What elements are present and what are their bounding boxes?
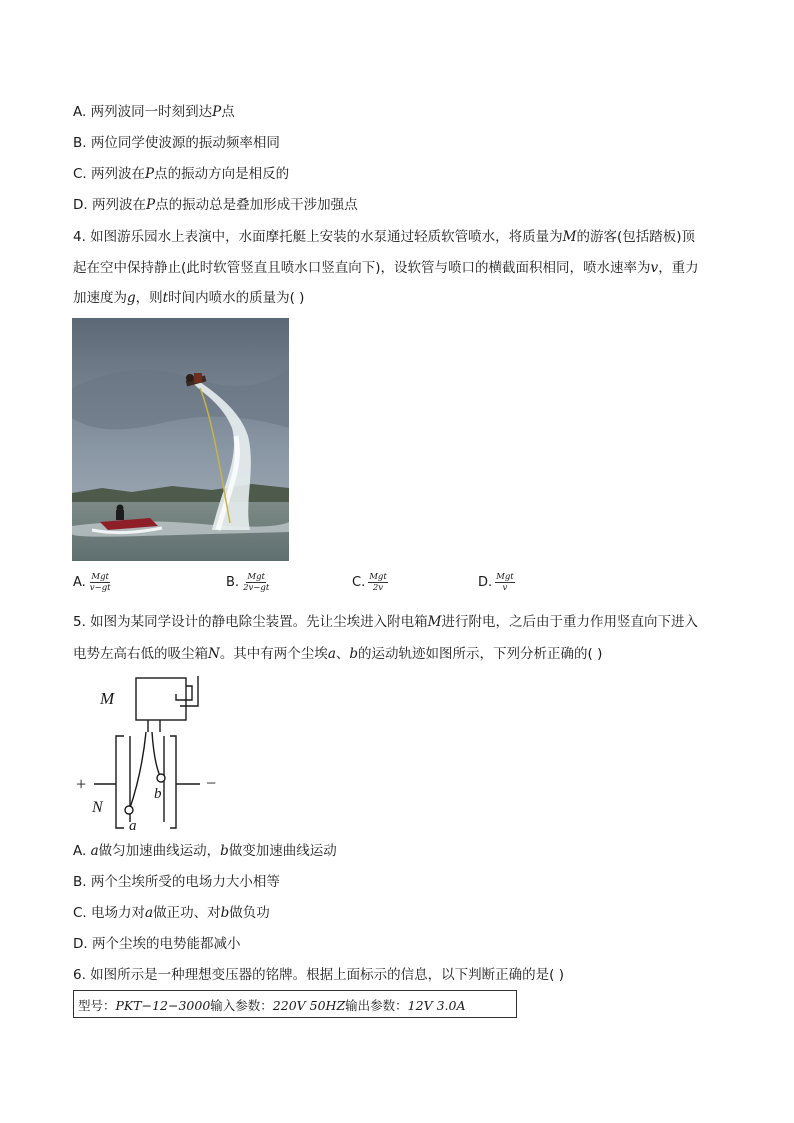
- option-label: A.: [73, 575, 86, 590]
- left-bracket: [116, 736, 124, 828]
- inlet-pipe-outer: [180, 676, 198, 706]
- q5-option-text: 做匀加速曲线运动，: [98, 843, 221, 859]
- var-m: M: [427, 614, 442, 630]
- label-a: a: [129, 818, 137, 834]
- q5-option-text: A.: [73, 843, 91, 859]
- flyboard-photo: [72, 318, 289, 561]
- var-g: g: [127, 290, 136, 306]
- var-b: b: [349, 646, 359, 662]
- q4-stem-line1: [73, 227, 695, 247]
- label-n: N: [92, 799, 103, 816]
- fraction: [89, 572, 112, 593]
- output-label: 输出参数：: [345, 998, 408, 1013]
- label-plus: +: [76, 774, 87, 794]
- q5-stem-line2: [73, 644, 602, 664]
- var-a: a: [145, 905, 154, 921]
- fraction: [368, 572, 388, 593]
- fraction: [495, 572, 515, 593]
- q5-stem-line1: [73, 612, 698, 632]
- var-p: P: [145, 197, 156, 213]
- transformer-nameplate: [73, 990, 517, 1018]
- model-value: PKT−12−3000: [115, 998, 211, 1013]
- particle-a: [125, 806, 133, 814]
- q5-option-c: [73, 903, 270, 923]
- q4-option-a[interactable]: [73, 572, 112, 593]
- var-v: v: [650, 260, 659, 276]
- var-m: M: [562, 229, 577, 245]
- denominator: 2v: [372, 583, 384, 593]
- q5-text: 5. 如图为某同学设计的静电除尘装置。先让尘埃进入附电箱: [73, 614, 428, 630]
- q3-option-d-text-end: 点的振动总是叠加形成干涉加强点: [155, 197, 358, 213]
- q5-text: 。其中有两个尘埃: [219, 646, 328, 662]
- numerator: Mgt: [369, 572, 387, 582]
- q5-option-text: 做负功: [229, 905, 270, 921]
- q5-text: 的运动轨迹如图所示，下列分析正确的( ): [358, 646, 603, 662]
- model-label: 型号：: [78, 998, 116, 1013]
- q5-text: 、: [335, 646, 350, 662]
- trajectory-b: [152, 732, 160, 776]
- input-label: 输入参数：: [210, 998, 273, 1013]
- denominator: v−gt: [89, 583, 111, 593]
- q3-option-a: [73, 102, 235, 122]
- q4-option-b[interactable]: [226, 572, 270, 593]
- var-p: P: [212, 104, 222, 120]
- fraction: [242, 572, 270, 593]
- q3-option-c-text-end: 点的振动方向是相反的: [154, 166, 290, 182]
- q3-option-a-text: A. 两列波同一时刻到达: [73, 104, 213, 120]
- q4-options: [73, 572, 733, 598]
- option-label: D.: [478, 575, 493, 590]
- q3-option-c-text: C. 两列波在: [73, 166, 146, 182]
- q4-stem-line3: [73, 288, 304, 308]
- option-label: B.: [226, 575, 240, 590]
- q3-option-a-text-end: 点: [221, 104, 235, 120]
- label-b: b: [154, 786, 162, 802]
- q3-option-d-text: D. 两列波在: [73, 197, 146, 213]
- right-bracket: [170, 736, 176, 828]
- q5-option-text: 做正功、对: [153, 905, 221, 921]
- numerator: Mgt: [247, 572, 265, 582]
- q5-text: 进行附电，之后由于重力作用竖直向下进入: [441, 614, 698, 630]
- q4-text: 起在空中保持静止(此时软管竖直且喷水口竖直向下)，设软管与喷口的横截面积相同，喷水速率为: [73, 260, 651, 276]
- denominator: 2v−gt: [243, 583, 270, 593]
- q3-option-b: B. 两位同学使波源的振动频率相同: [73, 135, 280, 151]
- input-value: 220V 50HZ: [272, 998, 346, 1013]
- q4-option-c[interactable]: [352, 572, 388, 593]
- q4-text: 时间内喷水的质量为( ): [168, 290, 305, 306]
- var-a: a: [90, 843, 99, 859]
- var-p: P: [145, 166, 155, 182]
- var-t: t: [162, 290, 169, 306]
- output-value: 12V 3.0A: [407, 998, 466, 1013]
- q5-text: 电势左高右低的吸尘箱: [73, 646, 208, 662]
- outlet-neck: [148, 720, 160, 732]
- q4-text: 4. 如图游乐园水上表演中，水面摩托艇上安装的水泵通过轻质软管喷水，将质量为: [73, 229, 563, 245]
- numerator: Mgt: [496, 572, 514, 582]
- var-n: N: [208, 646, 220, 662]
- q4-text: 的游客(包括踏板)顶: [576, 229, 696, 245]
- q4-text: ，则: [135, 290, 163, 306]
- q4-text: 加速度为: [73, 290, 127, 306]
- q5-option-a: [73, 841, 337, 861]
- q4-option-d[interactable]: [478, 572, 515, 593]
- q5-option-text: 做变加速曲线运动: [228, 843, 337, 859]
- var-b: b: [220, 843, 229, 859]
- inlet-pipe: [176, 686, 192, 700]
- q5-option-d: D. 两个尘埃的电势能都减小: [73, 936, 241, 952]
- trajectory-a: [130, 732, 146, 808]
- var-a: a: [327, 646, 336, 662]
- q4-stem-line2: [73, 258, 699, 278]
- particle-b: [157, 774, 165, 782]
- q3-option-c: [73, 164, 289, 184]
- q5-option-b: B. 两个尘埃所受的电场力大小相等: [73, 874, 280, 890]
- q3-option-d: [73, 195, 358, 215]
- label-minus: −: [206, 773, 217, 793]
- charging-box-m: [136, 678, 186, 720]
- q5-option-text: C. 电场力对: [73, 905, 146, 921]
- dust-collector-diagram: [72, 672, 232, 834]
- option-label: C.: [352, 575, 366, 590]
- var-b: b: [220, 905, 230, 921]
- denominator: v: [502, 583, 508, 593]
- label-m: M: [100, 689, 115, 708]
- q6-stem: 6. 如图所示是一种理想变压器的铭牌。根据上面标示的信息，以下判断正确的是( ): [73, 967, 564, 983]
- q4-text: ，重力: [658, 260, 699, 276]
- numerator: Mgt: [91, 572, 109, 582]
